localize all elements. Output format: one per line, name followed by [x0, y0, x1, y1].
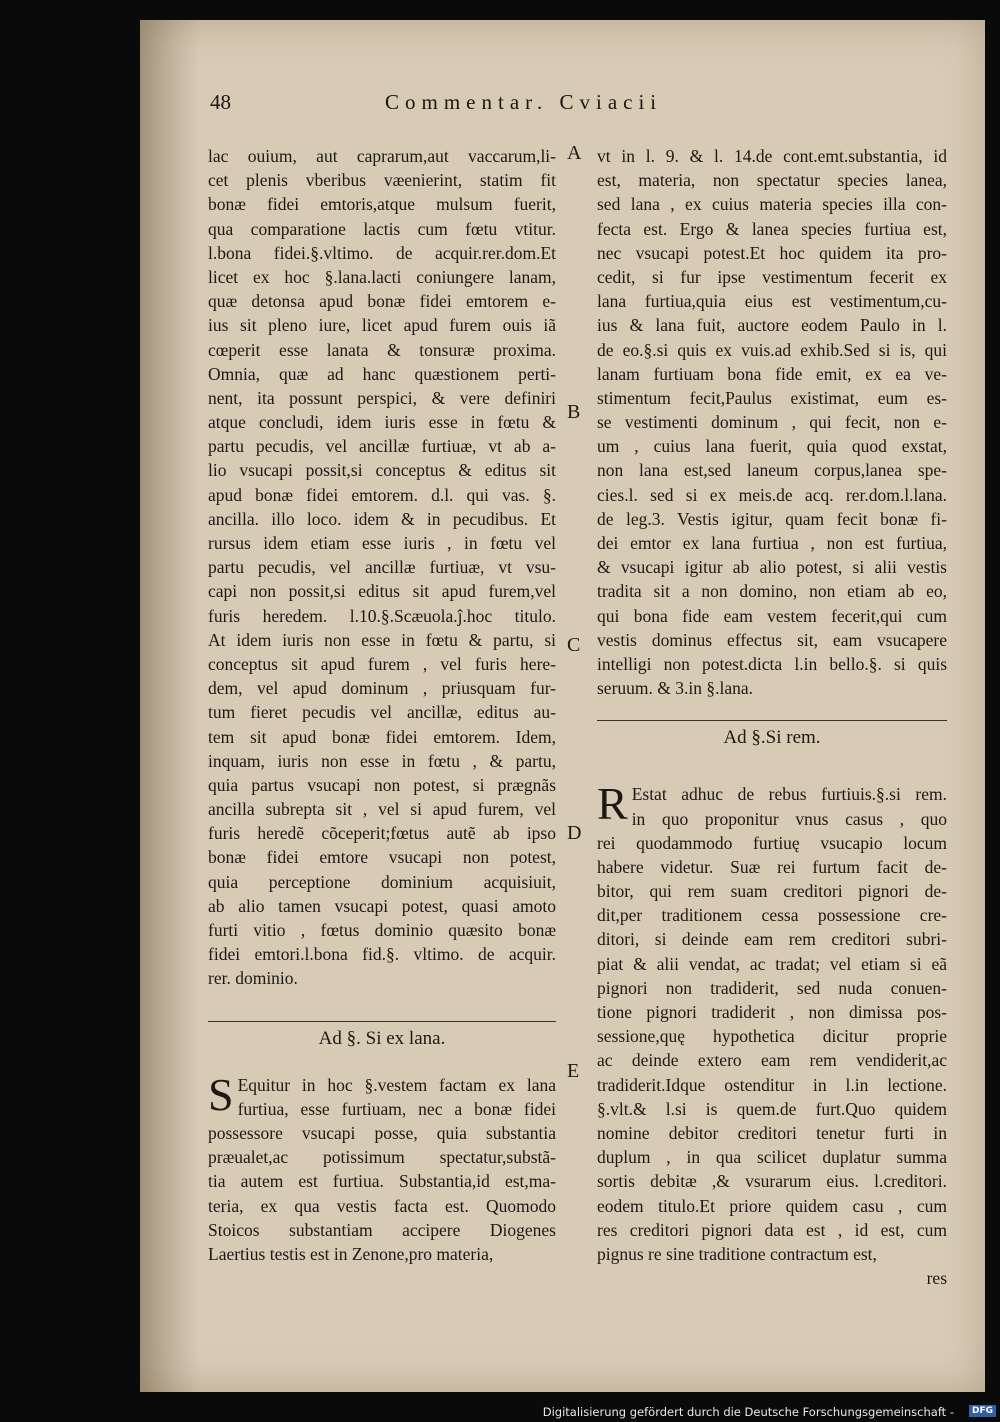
- text-line: tum fieret pecudis vel ancillæ, editus au-: [208, 702, 556, 723]
- text-line: ius & lana fuit, auctore eodem Paulo in l.: [597, 315, 947, 336]
- section-divider: [208, 991, 556, 1073]
- text-line: bonæ fidei emtore vsucapi non potest,: [208, 847, 556, 868]
- text-line: pignus re sine traditione contractum est,: [597, 1243, 877, 1264]
- text-line: partu pecudis, vel ancillæ furtiuæ, vt vsu-: [208, 557, 556, 578]
- text-line: §.vlt.& l.si is quem.de furt.Quo quidem: [597, 1098, 947, 1119]
- text-line: partu pecudis, vel ancillæ furtiuæ, vt ab a-: [208, 436, 556, 457]
- text-line: l.bona fidei.§.vltimo. de acquir.rer.dom.Et: [208, 242, 556, 263]
- text-line: capi non possit,si editus sit apud furem,vel: [208, 581, 556, 602]
- text-line: teria, ex qua vestis facta est. Quomodo: [208, 1195, 556, 1216]
- text-line: ab alio tamen vsucapi potest, quasi amoto: [208, 895, 556, 916]
- text-line: At idem iuris non esse in fœtu & partu, si: [208, 629, 556, 650]
- text-line: ditori, si deinde eam rem creditori subri-: [597, 929, 947, 950]
- text-line: qua comparatione lactis cum fœtu vtitur.: [208, 218, 556, 239]
- text-line: seruum. & 3.in §.lana.: [597, 678, 754, 699]
- section-title: Ad §. Si ex lana.: [318, 1027, 446, 1049]
- text-line: nomine debitor creditori tenetur furti in: [597, 1122, 947, 1143]
- text-line: lana furtiua,quia eius est vestimentum,cu-: [597, 291, 947, 312]
- section-title: Ad §.Si rem.: [723, 727, 821, 749]
- text-line: lanam furtiuam bona fide emit, ex ea ve-: [597, 363, 947, 384]
- divider-rule: [208, 1021, 556, 1022]
- text-line: furis heredẽ cõceperit;fœtus autẽ ab ipso: [208, 823, 556, 844]
- text-line: piat & alii vendat, ac tradat; vel etiam si eã: [597, 953, 947, 974]
- text-line: furtiua, esse furtiuam, nec a bonæ fidei: [237, 1098, 556, 1119]
- text-line: eodem titulo.Et priore quidem casu , cum: [597, 1195, 947, 1216]
- text-line: stimentum fecit,Paulus existimat, eum es-: [597, 387, 947, 408]
- text-line: lac ouium, aut caprarum,aut vaccarum,li-: [208, 146, 556, 166]
- text-line: bonæ fidei emtoris,atque mulsum fuerit,: [208, 194, 556, 215]
- footer-text: Digitalisierung gefördert durch die Deutsche Forschungsgemeinschaft -: [542, 1405, 954, 1419]
- text-line: duplum , in qua scilicet duplatur summa: [597, 1147, 947, 1168]
- text-line: Estat adhuc de rebus furtiuis.§.si rem.: [631, 784, 947, 805]
- text-line: inquam, iuris non esse in fœtu , & partu,: [208, 750, 556, 771]
- text-line: habere videtur. Suæ rei furtum facit de-: [597, 856, 947, 877]
- text-line: dei emtor ex lana furtiua , non est furtiua,: [597, 533, 947, 553]
- margin-letter-e: E: [567, 1060, 580, 1082]
- text-line: conceptus sit apud furem , vel furis here-: [208, 653, 556, 674]
- drop-cap: S: [208, 1068, 234, 1120]
- drop-cap: R: [597, 778, 628, 830]
- section-body: [208, 1068, 556, 1267]
- text-line: cet plenis vberibus væenierint, statim fit: [208, 170, 556, 191]
- text-line: est, materia, non spectatur species lanea,: [597, 170, 947, 191]
- text-line: dem, vel apud dominum , priusquam fur-: [208, 678, 556, 699]
- text-line: Stoicos substantiam accipere Diogenes: [208, 1219, 556, 1240]
- section-body: [597, 778, 947, 1266]
- text-line: nec vsucapi potest.Et hoc quidem ita pro-: [597, 242, 947, 263]
- text-line: cies.l. sed si ex meis.de acq. rer.dom.l.lana.: [597, 484, 947, 505]
- text-line: non lana est,sed laneum corpus,lanea spe-: [597, 460, 947, 481]
- text-line: nent, ita possunt perspici, & vere definiri: [208, 387, 556, 408]
- text-line: apud bonæ fidei emtorem. d.l. qui vas. §.: [208, 484, 556, 505]
- margin-letter-a: A: [567, 142, 582, 164]
- text-line: ancilla. illo loco. idem & in pecudibus. Et: [208, 508, 556, 529]
- text-line: Omnia, quæ ad hanc quæstionem perti-: [208, 363, 556, 384]
- text-line: quia perceptione dominium acquisiuit,: [208, 871, 556, 892]
- text-line: sessione,quę hypothetica dicitur proprie: [597, 1026, 947, 1047]
- footer-bar: [0, 1402, 1000, 1422]
- text-line: se vestimenti dominum , qui fecit, non e-: [597, 412, 947, 433]
- text-line: sed lana , ex cuius materia species illa con-: [597, 194, 947, 215]
- text-line: tione pignori tradiderit , non dimissa pos-: [597, 1002, 947, 1022]
- text-line: de eo.§.si quis ex vuis.ad exhib.Sed si is, qui: [597, 339, 947, 360]
- text-line: pignori non tradiderit, sed nuda conuen-: [597, 977, 947, 998]
- text-line: cedit, si fur ipse vestimentum fecerit ex: [597, 266, 947, 287]
- text-line: vestis dominus effectus sit, eam vsucapere: [597, 629, 947, 650]
- text-line: rei quodammodo furtiuę vsucapio locum: [597, 832, 947, 853]
- text-line: fecta est. Ergo & lanea species furtiua est,: [597, 218, 947, 239]
- text-line: tradiderit.Idque ostenditur in l.in lectione.: [597, 1074, 947, 1095]
- text-line: rer. dominio.: [208, 968, 298, 989]
- text-line: in quo proponitur vnus casus , quo: [631, 808, 947, 829]
- text-line: & vsucapi igitur ab alio potest, si alii vestis: [597, 557, 947, 578]
- text-line: sortis debitæ ,& vsurarum eius. l.creditori.: [597, 1171, 947, 1192]
- text-line: possessore vsucapi posse, quia substantia: [208, 1122, 556, 1143]
- margin-letter-c: C: [567, 634, 581, 656]
- text-line: qui bona fide eam vestem fecerit,qui cum: [597, 605, 947, 626]
- text-line: ac deinde extero eam rem vendiderit,ac: [597, 1050, 947, 1071]
- margin-letter-b: B: [567, 401, 581, 423]
- text-line: ius sit pleno iure, licet apud furem ouis iã: [208, 315, 556, 336]
- text-line: intelligi non potest.dicta l.in bello.§. si quis: [597, 653, 947, 674]
- text-line: quia partus vsucapi non potest, si prægnãs: [208, 774, 556, 795]
- divider-rule: [597, 720, 947, 721]
- dfg-logo: DFG: [969, 1405, 996, 1417]
- page-number: 48: [210, 90, 231, 114]
- text-line: ancilla subrepta sit , vel si apud furem, vel: [208, 799, 556, 820]
- text-line: tem sit apud bonæ fidei emtorem. Idem,: [208, 726, 556, 747]
- text-line: tia autem est furtiua. Substantia,id est,ma-: [208, 1171, 556, 1192]
- right-column: [597, 144, 947, 1290]
- text-line: de leg.3. Vestis igitur, quam fecit bonæ fi-: [597, 508, 947, 529]
- left-column: [208, 144, 556, 1266]
- text-line: furis heredem. l.10.§.Scæuola.ĵ.hoc titulo.: [208, 605, 556, 626]
- text-line: furti vitio , fœtus dominio quæsito bonæ: [208, 920, 556, 940]
- text-line: Laertius testis est in Zenone,pro materia,: [208, 1243, 494, 1264]
- text-line: atque concludi, idem iuris esse in fœtu &: [208, 412, 556, 433]
- text-line: res creditori pignori data est , id est, cum: [597, 1219, 947, 1240]
- text-line: cœperit esse lanata & tonsuræ proxima.: [208, 339, 556, 360]
- text-line: tradita sit a non domino, non etiam ab eo,: [597, 581, 947, 602]
- text-line: quæ detonsa apud bonæ fidei emtorem e-: [208, 291, 556, 312]
- running-title: Commentar. Cviacii: [385, 90, 663, 114]
- text-line: dit,per traditionem cessa possessione cre-: [597, 905, 947, 926]
- text-line: rursus idem etiam esse iuris , in fœtu vel: [208, 533, 556, 553]
- text-line: Equitur in hoc §.vestem factam ex lana: [237, 1074, 556, 1095]
- text-line: bitor, qui rem suam creditori pignori de-: [597, 881, 947, 902]
- text-line: fidei emtori.l.bona fid.§. vltimo. de acquir.: [208, 944, 556, 965]
- text-line: vt in l. 9. & l. 14.de cont.emt.substantia, id: [597, 146, 947, 166]
- text-line: licet ex hoc §.lana.lacti coniungere lanam,: [208, 266, 556, 287]
- text-line: um , cuius lana fuerit, quia quod exstat,: [597, 436, 947, 457]
- text-line: præualet,ac potissimum spectatur,substã-: [208, 1147, 556, 1168]
- section-divider: [597, 700, 947, 782]
- margin-letter-d: D: [567, 822, 582, 844]
- text-line: lio vsucapi possit,si conceptus & editus sit: [208, 460, 556, 481]
- catchword: res: [926, 1268, 947, 1289]
